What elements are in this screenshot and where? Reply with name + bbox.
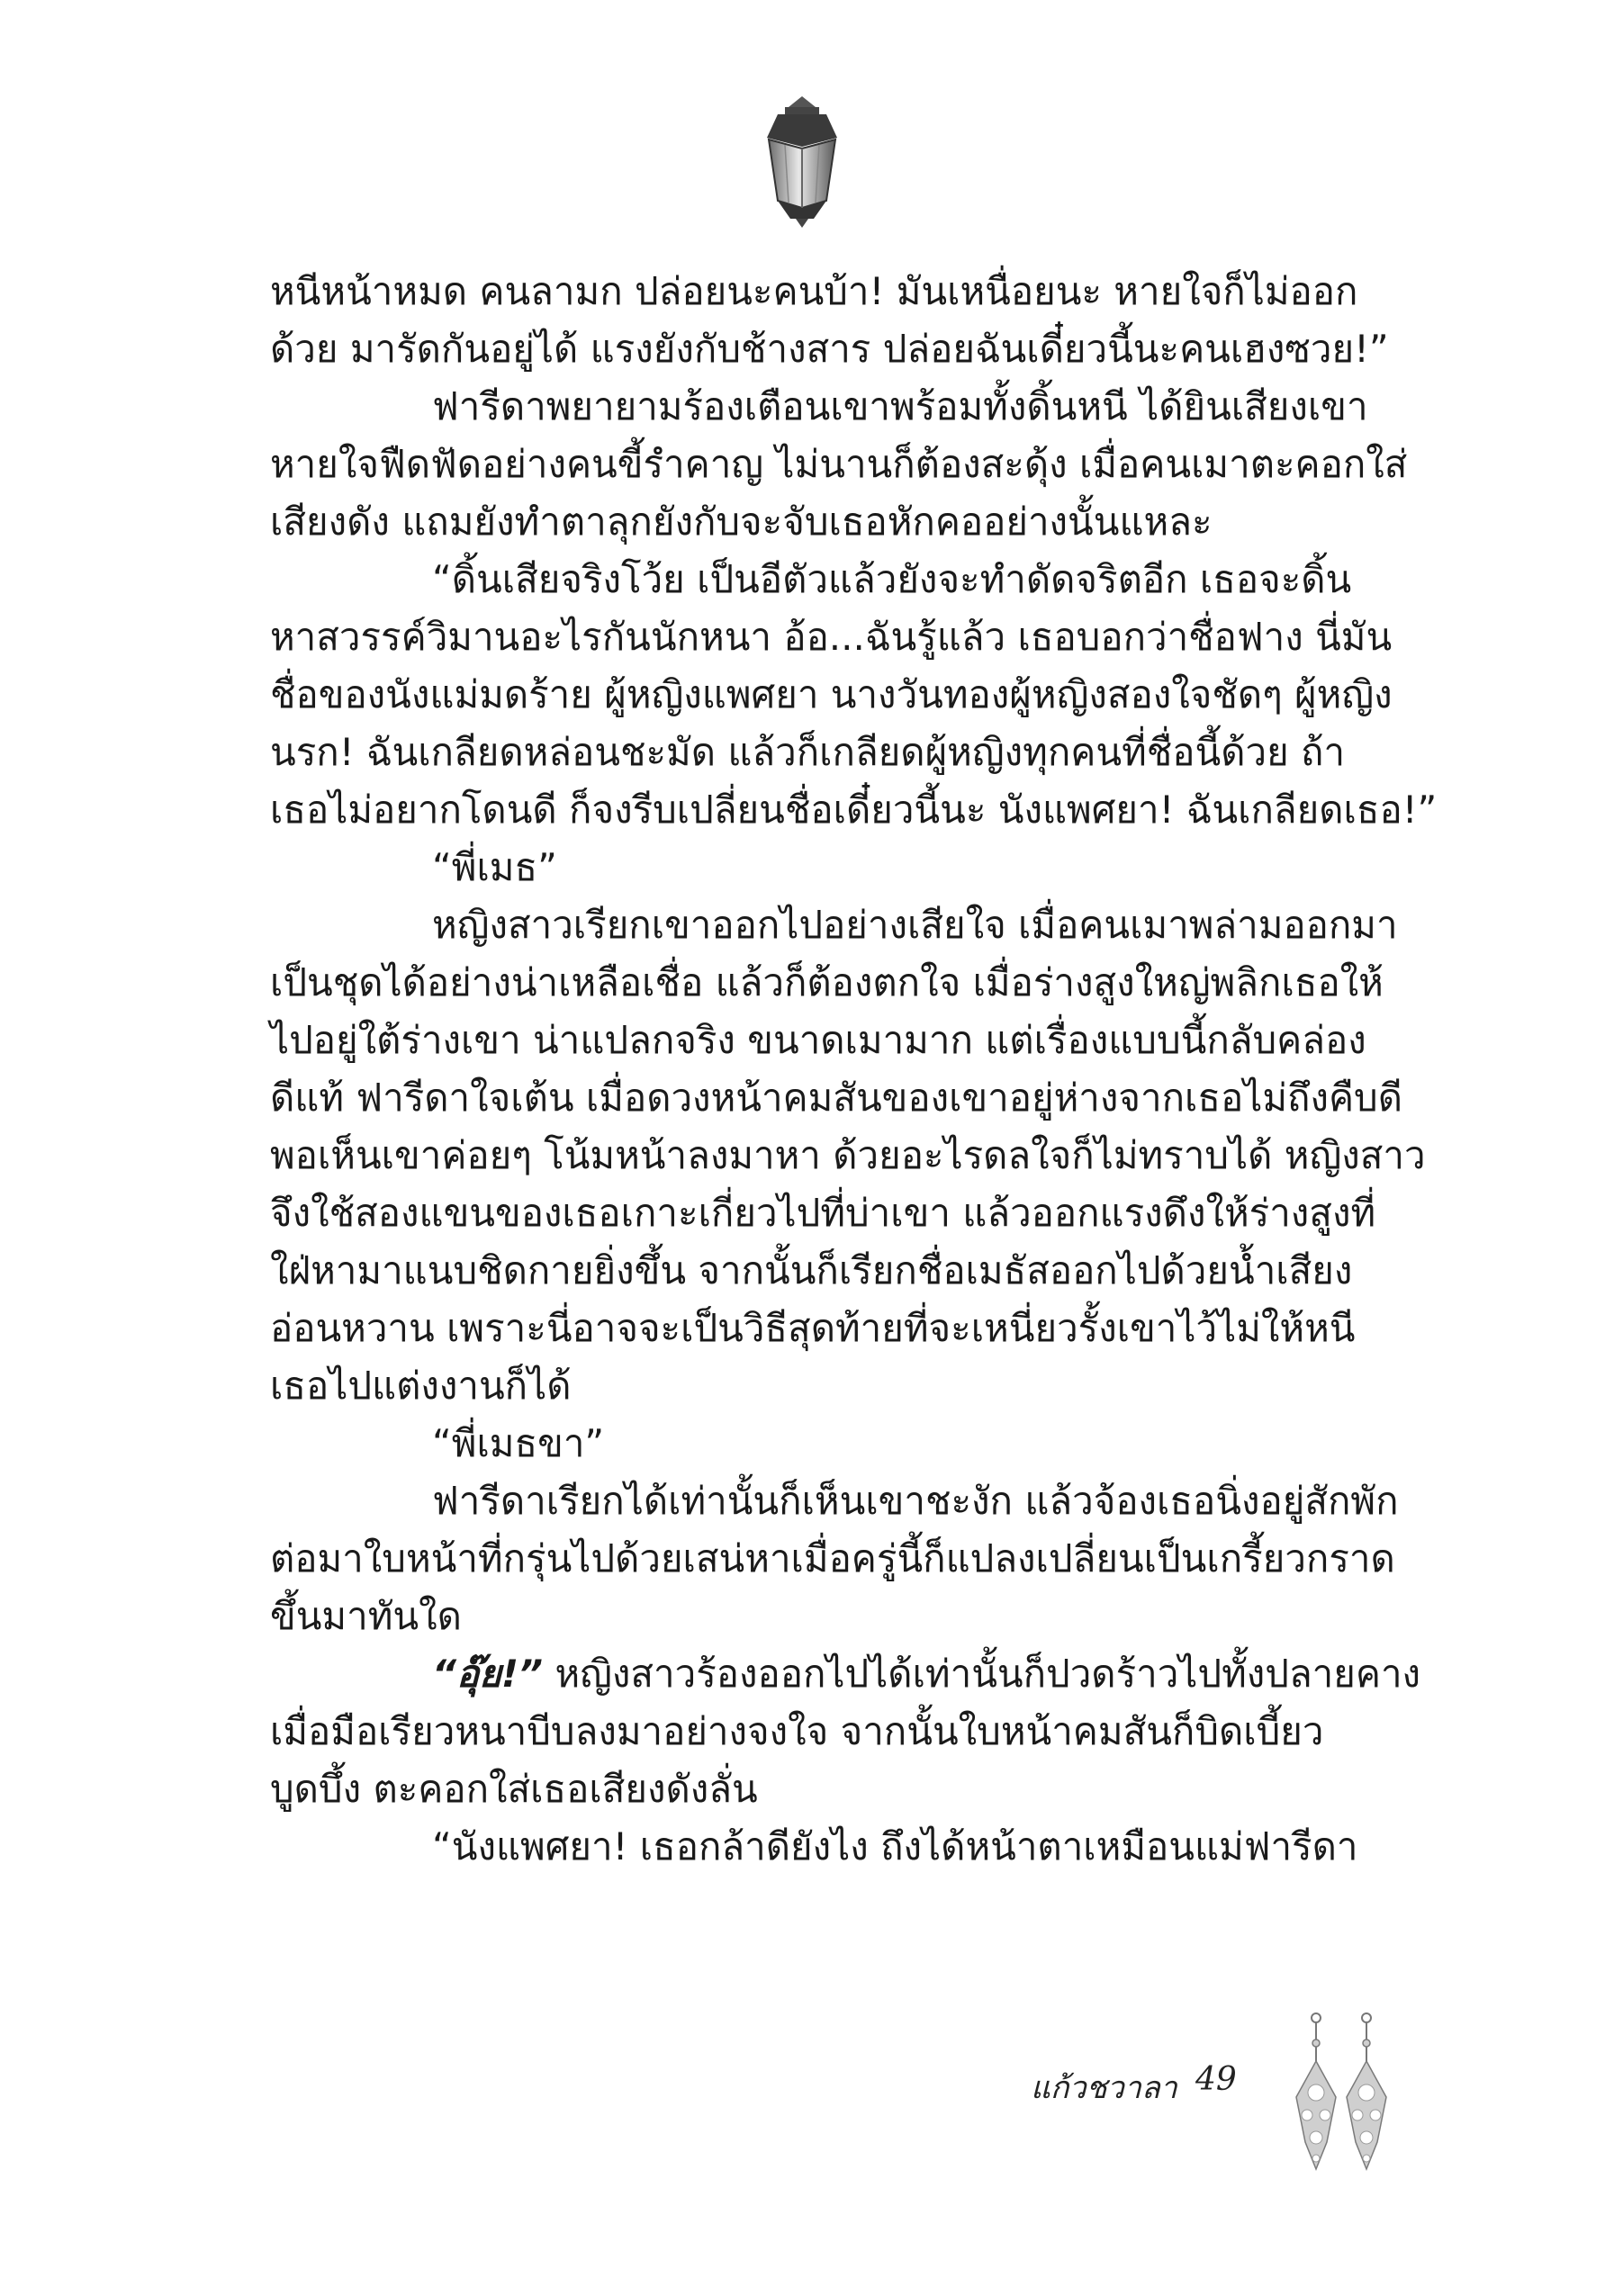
text-line: ต่อมาใบหน้าที่กรุ่นไปด้วยเสน่หาเมื่อครู่นี้ก็แปลงเปลี่ยนเป็นเกรี้ยวกราด	[270, 1536, 1395, 1580]
text-line: ด้วย มารัดกันอยู่ได้ แรงยังกับช้างสาร ปล่อยฉันเดี๋ยวนี้นะคนเฮงซวย!”	[270, 327, 1389, 371]
text-line: เป็นชุดได้อย่างน่าเหลือเชื่อ แล้วก็ต้องตกใจ เมื่อร่างสูงใหญ่พลิกเธอให้	[270, 960, 1384, 1004]
text-line: “พี่เมธ”	[432, 845, 557, 889]
earrings-icon	[1287, 2007, 1395, 2178]
text-line: ไปอยู่ใต้ร่างเขา น่าแปลกจริง ขนาดเมามาก แต่เรื่องแบบนี้กลับคล่อง	[270, 1018, 1366, 1062]
text-line: บูดบึ้ง ตะคอกใส่เธอเสียงดังลั่น	[270, 1767, 758, 1811]
text-line: หาสวรรค์วิมานอะไรกันนักหนา อ้อ...ฉันรู้แล้ว เธอบอกว่าชื่อฟาง นี่มัน	[270, 615, 1393, 659]
text-line: ขึ้นมาทันใด	[270, 1594, 462, 1638]
text-line-rest: หญิงสาวร้องออกไปได้เท่านั้นก็ปวดร้าวไปทั้งปลายคาง	[543, 1652, 1421, 1696]
body-text	[270, 263, 1438, 1876]
text-line: อ่อนหวาน เพราะนี่อาจจะเป็นวิธีสุดท้ายที่จะเหนี่ยวรั้งเขาไว้ไม่ให้หนี	[270, 1306, 1356, 1350]
text-line: เมื่อมือเรียวหนาบีบลงมาอย่างจงใจ จากนั้นใบหน้าคมสันก็บิดเบี้ยว	[270, 1709, 1324, 1753]
text-line: “ดิ้นเสียจริงโว้ย เป็นอีตัวแล้วยังจะทำดัดจริตอีก เธอจะดิ้น	[432, 557, 1352, 601]
text-line: นรก! ฉันเกลียดหล่อนชะมัด แล้วก็เกลียดผู้หญิงทุกคนที่ชื่อนี้ด้วย ถ้า	[270, 730, 1346, 774]
text-line: “พี่เมธขา”	[432, 1421, 605, 1465]
text-line: หญิงสาวเรียกเขาออกไปอย่างเสียใจ เมื่อคนเมาพล่ามออกมา	[432, 903, 1398, 947]
text-line: หนีหน้าหมด คนลามก ปล่อยนะคนบ้า! มันเหนื่อยนะ หายใจก็ไม่ออก	[270, 269, 1358, 313]
text-line: เสียงดัง แถมยังทำตาลุกยังกับจะจับเธอหักคออย่างนั้นแหละ	[270, 500, 1213, 544]
text-line: จึงใช้สองแขนของเธอเกาะเกี่ยวไปที่บ่าเขา แล้วออกแรงดึงให้ร่างสูงที่	[270, 1191, 1376, 1235]
emphasized-exclamation: “อุ๊ย!”	[432, 1652, 544, 1696]
text-line: “นังแพศยา! เธอกล้าดียังไง ถึงได้หน้าตาเหมือนแม่ฟารีดา	[432, 1824, 1358, 1868]
page-number: 49	[1195, 2061, 1237, 2098]
text-line: หายใจฟืดฟัดอย่างคนขี้รำคาญ ไม่นานก็ต้องสะดุ้ง เมื่อคนเมาตะคอกใส่	[270, 442, 1408, 486]
text-line: ชื่อของนังแม่มดร้าย ผู้หญิงแพศยา นางวันทองผู้หญิงสองใจชัดๆ ผู้หญิง	[270, 672, 1393, 716]
text-line: เธอไม่อยากโดนดี ก็จงรีบเปลี่ยนชื่อเดี๋ยวนี้นะ นังแพศยา! ฉันเกลียดเธอ!”	[270, 788, 1438, 832]
text-line: ดีแท้ ฟารีดาใจเต้น เมื่อดวงหน้าคมสันของเขาอยู่ห่างจากเธอไม่ถึงคืบดี	[270, 1076, 1402, 1120]
text-line: ฟารีดาเรียกได้เท่านั้นก็เห็นเขาชะงัก แล้วจ้องเธอนิ่งอยู่สักพัก	[432, 1479, 1399, 1523]
text-line: พอเห็นเขาค่อยๆ โน้มหน้าลงมาหา ด้วยอะไรดลใจก็ไม่ทราบได้ หญิงสาว	[270, 1133, 1426, 1177]
lantern-icon	[762, 95, 843, 230]
text-line: เธอไปแต่งงานก็ได้	[270, 1364, 572, 1408]
text-line	[270, 1645, 1421, 1703]
footer-book-title: แก้วชวาลา	[1031, 2070, 1177, 2106]
text-line: ฟารีดาพยายามร้องเตือนเขาพร้อมทั้งดิ้นหนี ได้ยินเสียงเขา	[432, 384, 1368, 428]
text-line: ใฝ่หามาแนบชิดกายยิ่งขึ้น จากนั้นก็เรียกชื่อเมธัสออกไปด้วยน้ำเสียง	[270, 1248, 1353, 1292]
